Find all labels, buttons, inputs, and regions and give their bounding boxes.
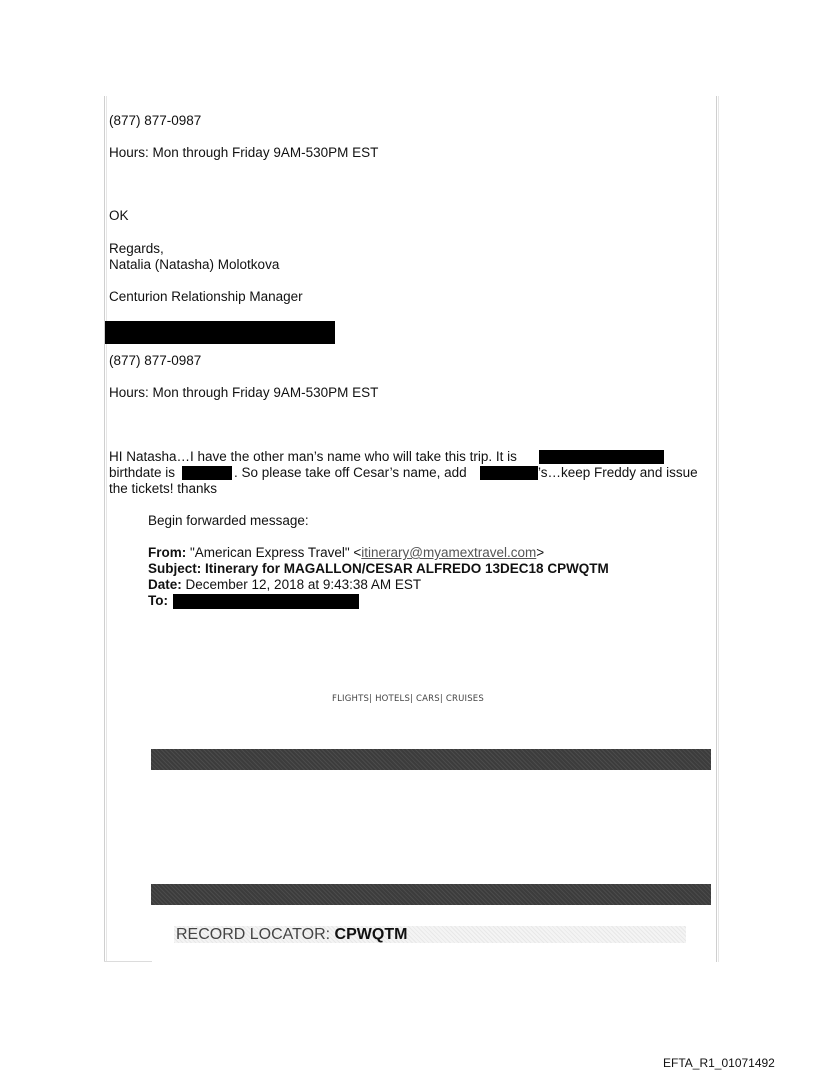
message-line-1 <box>109 449 517 465</box>
from-name: "American Express Travel" < <box>186 545 362 560</box>
forward-intro: Begin forwarded message: <box>148 513 309 528</box>
from-close: > <box>536 545 545 560</box>
record-locator-label: RECORD LOCATOR: <box>176 926 335 943</box>
phone-line: (877) 877-0987 <box>109 113 202 128</box>
forward-from <box>148 545 544 561</box>
to-label: To: <box>148 593 168 608</box>
message-text: HI Natasha…I have the other man’s name who will take this trip. It is <box>109 449 517 464</box>
document-id: EFTA_R1_01071492 <box>663 1056 775 1070</box>
message-line-2 <box>109 465 175 481</box>
message-line-2c <box>538 465 698 481</box>
frame-left-border-inner <box>106 96 107 962</box>
forward-date <box>148 577 421 593</box>
email-nav-links[interactable]: FLIGHTS| HOTELS| CARS| CRUISES <box>332 694 484 704</box>
regards-text: Regards, <box>109 241 164 256</box>
hours-line: Hours: Mon through Friday 9AM-530PM EST <box>109 145 379 160</box>
frame-right-border-inner <box>718 96 719 962</box>
forward-subject <box>148 561 609 577</box>
date-label: Date: <box>148 577 182 592</box>
message-text: birthdate is <box>109 465 176 480</box>
message-line-2b <box>234 465 467 481</box>
redaction-block <box>539 450 664 464</box>
header-band <box>151 884 711 905</box>
signature-name: Natalia (Natasha) Molotkova <box>109 257 280 272</box>
date-value: December 12, 2018 at 9:43:38 AM EST <box>181 577 422 592</box>
phone-line: (877) 877-0987 <box>109 353 202 368</box>
record-locator <box>176 926 407 944</box>
redaction-block <box>173 594 359 609</box>
frame-bottom-border <box>104 961 152 962</box>
frame-left-border <box>104 96 105 962</box>
redaction-block <box>480 466 538 480</box>
redaction-block <box>105 321 335 344</box>
hours-line: Hours: Mon through Friday 9AM-530PM EST <box>109 385 379 400</box>
ok-text: OK <box>109 208 129 223</box>
redaction-block <box>182 466 232 480</box>
signature-title: Centurion Relationship Manager <box>109 289 303 304</box>
header-band <box>151 749 711 770</box>
record-locator-value: CPWQTM <box>334 926 408 943</box>
from-email-link[interactable]: itinerary@myamextravel.com <box>361 545 537 560</box>
subject-label: Subject: <box>148 561 202 576</box>
frame-right-border <box>716 96 717 962</box>
subject-value: Itinerary for MAGALLON/CESAR ALFREDO 13DEC18 CPWQTM <box>201 561 609 576</box>
message-text: ’s…keep Freddy and issue <box>538 465 698 480</box>
message-text: . So please take off Cesar’s name, add <box>234 465 467 480</box>
forward-to <box>148 593 168 609</box>
from-label: From: <box>148 545 187 560</box>
message-line-3: the tickets! thanks <box>109 481 218 496</box>
